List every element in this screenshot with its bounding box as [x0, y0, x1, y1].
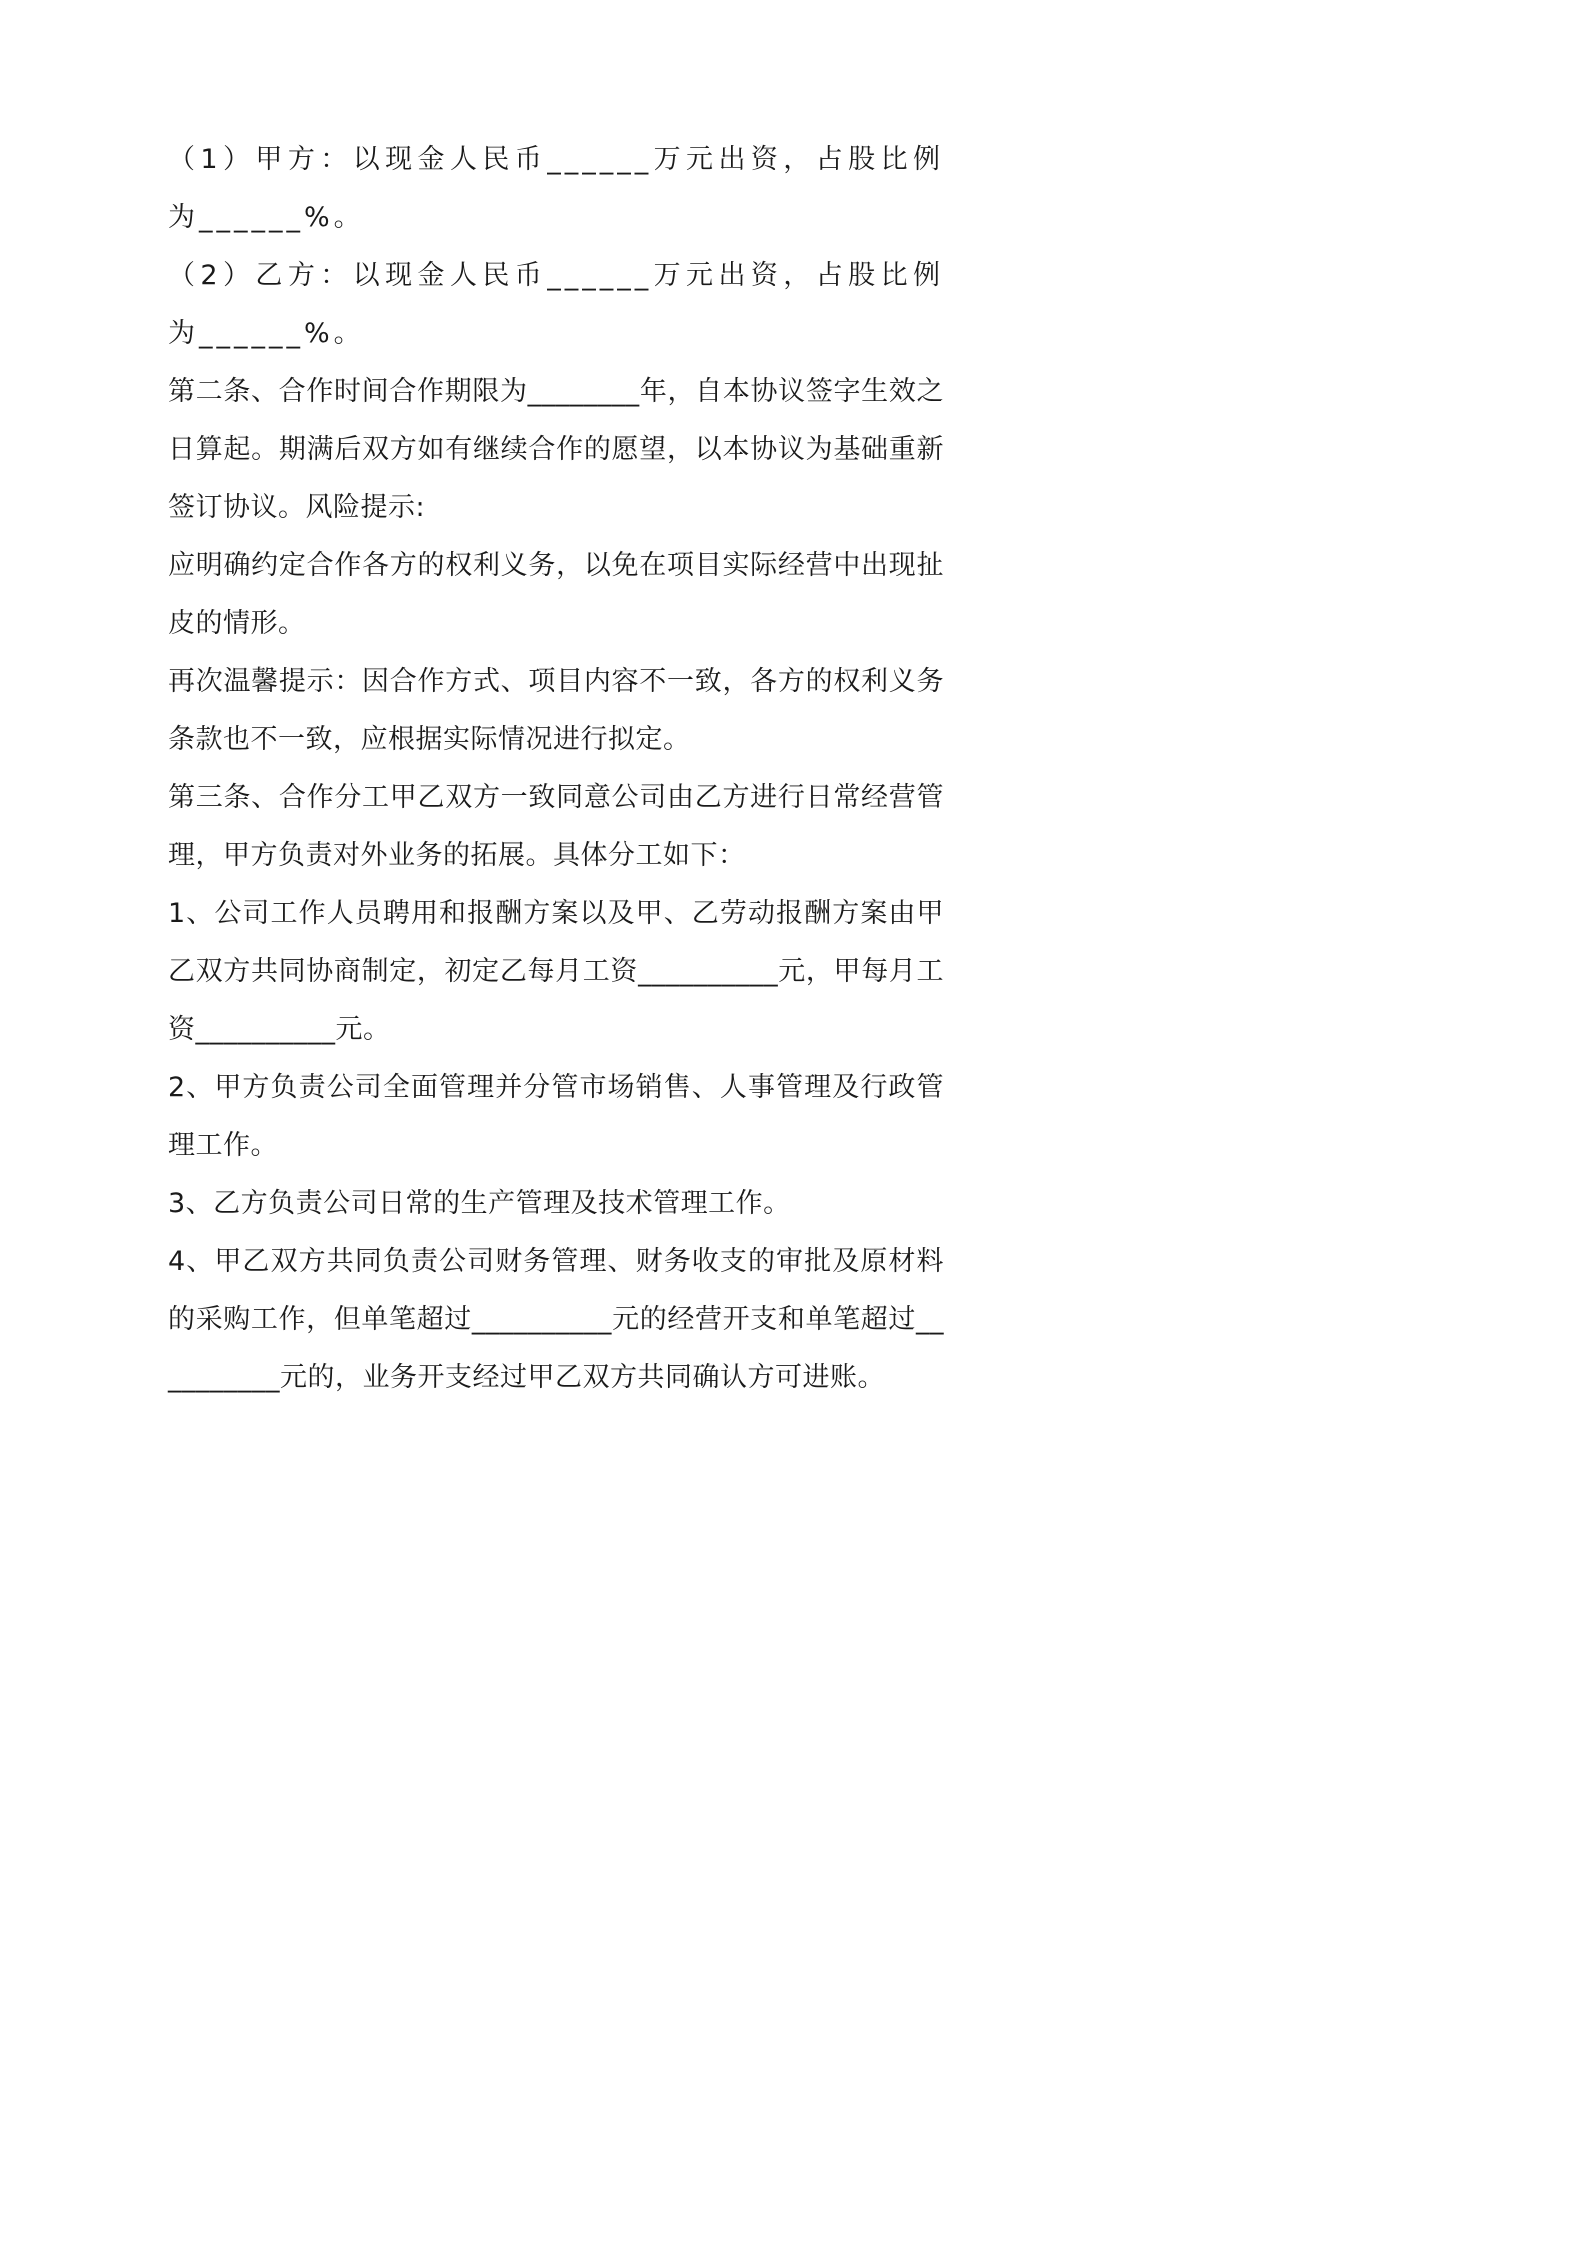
- paragraph-article-3-division: 第三条、合作分工甲乙双方一致同意公司由乙方进行日常经营管理，甲方负责对外业务的拓展。具体分工如下：: [168, 782, 944, 871]
- paragraph-risk-notice: 应明确约定合作各方的权利义务，以免在项目实际经营中出现扯皮的情形。: [168, 550, 944, 639]
- paragraph-item-4-finance: 4、甲乙双方共同负责公司财务管理、财务收支的审批及原材料的采购工作，但单笔超过__________元的经营开支和单笔超过__________元的，业务开支经过甲乙双方共同确认方可进账。: [168, 1246, 944, 1393]
- paragraph-article-2-term: 第二条、合作时间合作期限为________年，自本协议签字生效之日算起。期满后双方如有继续合作的愿望，以本协议为基础重新签订协议。风险提示:: [168, 376, 944, 523]
- paragraph-item-1-salary: 1、公司工作人员聘用和报酬方案以及甲、乙劳动报酬方案由甲乙双方共同协商制定，初定乙每月工资__________元，甲每月工资__________元。: [168, 898, 944, 1045]
- paragraph-reminder: 再次温馨提示：因合作方式、项目内容不一致，各方的权利义务条款也不一致，应根据实际情况进行拟定。: [168, 666, 944, 755]
- contract-body: [168, 131, 944, 1407]
- paragraph-party-b-investment: （2）乙方：以现金人民币______万元出资，占股比例为______%。: [168, 260, 944, 349]
- document-page: [0, 0, 1103, 1561]
- paragraph-item-3-party-b-duties: 3、乙方负责公司日常的生产管理及技术管理工作。: [168, 1188, 791, 1219]
- paragraph-party-a-investment: （1）甲方：以现金人民币______万元出资，占股比例为______%。: [168, 144, 944, 233]
- paragraph-item-2-party-a-duties: 2、甲方负责公司全面管理并分管市场销售、人事管理及行政管理工作。: [168, 1072, 944, 1161]
